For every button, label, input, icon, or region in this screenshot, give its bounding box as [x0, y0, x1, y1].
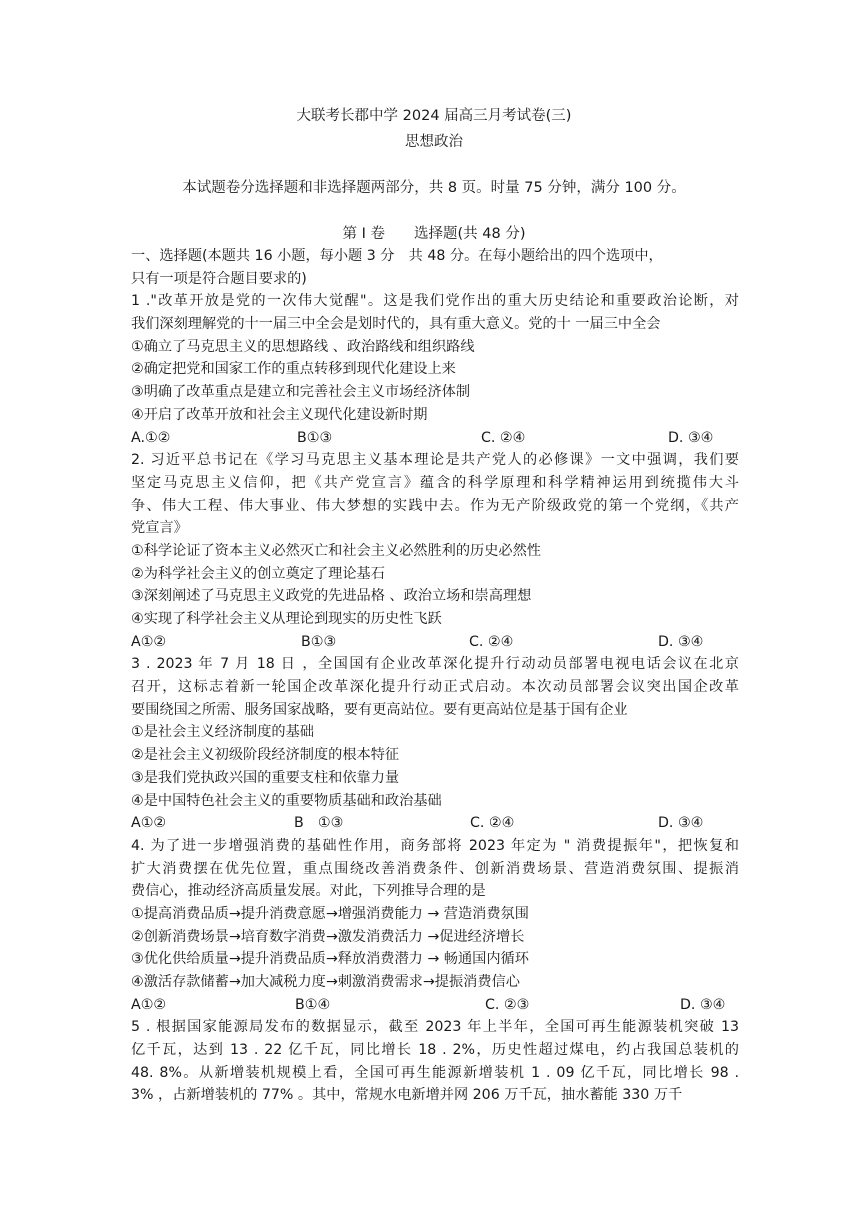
- question-1-stem-line: 1 ."改革开放是党的一次伟大觉醒"。这是我们党作出的重大历史结论和重要政治论断，对: [131, 293, 739, 310]
- question-3-statement: ①是社会主义经济制度的基础: [131, 724, 314, 741]
- question-2-stem-line: 争、伟大工程、伟大事业、伟大梦想的实践中去。作为无产阶级政党的第一个党纲，《共产: [131, 497, 739, 514]
- question-2-statement: ④实现了科学社会主义从理论到现实的历史性飞跃: [131, 611, 442, 627]
- section-heading: 第 I 卷 选择题(共 48 分): [342, 226, 526, 242]
- question-1-statement: ③明确了改革重点是建立和完善社会主义市场经济体制: [131, 384, 471, 401]
- questions-body: [131, 245, 739, 1107]
- question-5-stem-line: 5 . 根据国家能源局发布的数据显示，截至 2023 年上半年，全国可再生能源装机突破 13: [131, 1019, 739, 1036]
- question-4-statement: ④激活存款储蓄→加大减税力度→刺激消费需求→提振消费信心: [131, 974, 520, 990]
- instruction-line: 只有一项是符合题目要求的): [131, 270, 307, 287]
- question-1-statement: ②确定把党和国家工作的重点转移到现代化建设上来: [131, 361, 456, 378]
- option-c[interactable]: C. ②④: [469, 633, 514, 650]
- option-d[interactable]: D. ③④: [658, 633, 704, 650]
- question-1-stem-line: 我们深刻理解党的十一届三中全会是划时代的，具有重大意义。党的十 一届三中全会: [131, 316, 661, 333]
- question-4-stem-line: 4. 为了进一步增强消费的基础性作用，商务部将 2023 年定为 " 消费提振年"，把恢复和: [131, 837, 739, 854]
- question-2-options: [131, 631, 739, 654]
- question-1-statement: ④开启了改革开放和社会主义现代化建设新时期: [131, 406, 428, 423]
- question-2-statement: ①科学论证了资本主义必然灭亡和社会主义必然胜利的历史必然性: [131, 542, 541, 559]
- exam-intro: 本试题卷分选择题和非选择题两部分，共 8 页。时量 75 分钟，满分 100 分。: [182, 180, 686, 196]
- option-b[interactable]: B ①③: [294, 815, 344, 832]
- question-3-statement: ③是我们党执政兴国的重要支柱和依靠力量: [131, 769, 400, 786]
- question-2-statement: ③深刻阐述了马克思主义政党的先进品格 、政治立场和崇高理想: [131, 588, 532, 605]
- option-d[interactable]: D. ③④: [680, 996, 726, 1013]
- question-3-stem-line: 3 . 2023 年 7 月 18 日 ，全国国有企业改革深化提升行动动员部署电视电话会议在北京: [131, 656, 739, 673]
- option-b[interactable]: B①③: [297, 429, 333, 446]
- option-b[interactable]: B①③: [301, 633, 337, 650]
- question-1-options: [131, 427, 739, 450]
- instruction-line: 一、选择题(本题共 16 小题，每小题 3 分 共 48 分。在每小题给出的四个选项中，: [131, 248, 663, 264]
- question-3-statement: ②是社会主义初级阶段经济制度的根本特征: [131, 747, 400, 764]
- question-2-stem-line: 党宣言》: [131, 520, 188, 537]
- question-4-stem-line: 费信心，推动经济高质量发展。对此，下列推导合理的是: [131, 883, 486, 900]
- question-4-statement: ③优化供给质量→提升消费品质→释放消费潜力 → 畅通国内循环: [131, 951, 529, 968]
- question-5-stem-line: 3% ，占新增装机的 77% 。其中，常规水电新增并网 206 万千瓦，抽水蓄能 330 万千: [131, 1087, 683, 1104]
- option-a[interactable]: A①②: [131, 633, 167, 650]
- option-a[interactable]: A①②: [131, 996, 167, 1013]
- option-a[interactable]: A①②: [131, 815, 167, 832]
- question-3-statement: ④是中国特色社会主义的重要物质基础和政治基础: [131, 792, 442, 809]
- option-b[interactable]: B①④: [295, 996, 331, 1013]
- question-1-statement: ①确立了马克思主义的思想路线 、政治路线和组织路线: [131, 338, 475, 355]
- question-4-stem-line: 扩大消费摆在优先位置，重点围绕改善消费条件、创新消费场景、营造消费氛围、提振消: [131, 860, 739, 877]
- question-3-stem-line: 召开，这标志着新一轮国企改革深化提升行动正式启动。本次动员部署会议突出国企改革: [131, 679, 739, 696]
- option-d[interactable]: D. ③④: [658, 815, 704, 832]
- question-5-stem-line: 亿千瓦，达到 13 . 22 亿千瓦，同比增长 18 . 2%，历史性超过煤电，约占我国总装机的: [131, 1042, 739, 1059]
- option-d[interactable]: D. ③④: [668, 429, 714, 446]
- question-2-stem-line: 2. 习近平总书记在《学习马克思主义基本理论是共产党人的必修课》一文中强调，我们要: [131, 452, 739, 469]
- question-5-stem-line: 48. 8%。从新增装机规模上看，全国可再生能源新增装机 1 . 09 亿千瓦，同比增长 98 .: [131, 1064, 739, 1081]
- option-c[interactable]: C. ②④: [470, 815, 515, 832]
- option-a[interactable]: A.①②: [131, 429, 171, 446]
- question-3-options: [131, 812, 739, 835]
- question-2-stem-line: 坚定马克思主义信仰，把《共产党宣言》蕴含的科学原理和科学精神运用到统揽伟大斗: [131, 474, 739, 491]
- question-2-statement: ②为科学社会主义的创立奠定了理论基石: [131, 565, 385, 582]
- option-c[interactable]: C. ②③: [485, 996, 530, 1013]
- question-4-options: [131, 994, 739, 1017]
- question-3-stem-line: 要围绕国之所需、服务国家战略，要有更高站位。要有更高站位是基于国有企业: [131, 701, 628, 718]
- exam-subject: 思想政治: [405, 134, 463, 150]
- question-4-statement: ②创新消费场景→培育数字消费→激发消费活力 →促进经济增长: [131, 928, 525, 945]
- option-c[interactable]: C. ②④: [481, 429, 526, 446]
- question-4-statement: ①提高消费品质→提升消费意愿→增强消费能力 → 营造消费氛围: [131, 905, 529, 922]
- exam-title: 大联考长郡中学 2024 届高三月考试卷(三): [296, 108, 572, 124]
